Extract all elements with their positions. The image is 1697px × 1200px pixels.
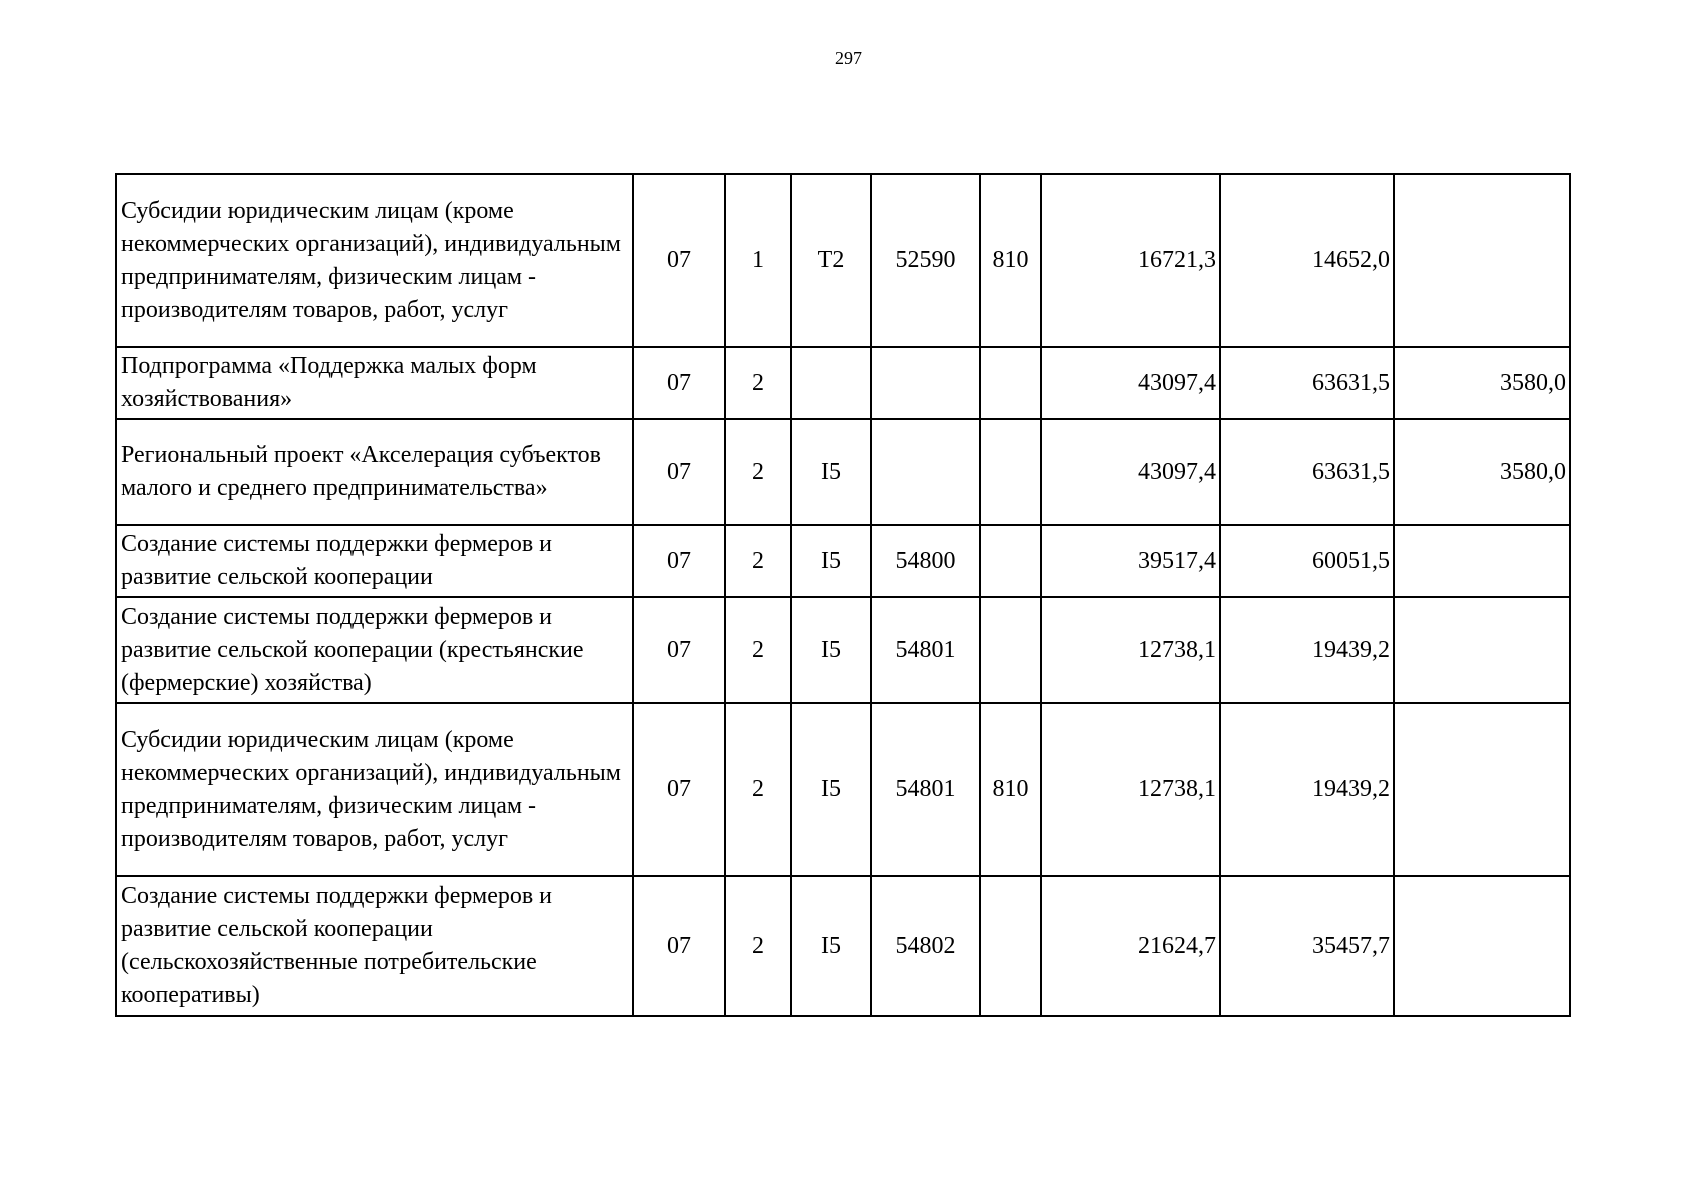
row-name: Создание системы поддержки фермеров и развитие сельской кооперации <box>116 525 633 597</box>
direction-code: 54802 <box>871 876 980 1016</box>
expense-type-code <box>980 419 1041 525</box>
direction-code: 54800 <box>871 525 980 597</box>
budget-table <box>115 173 1571 1017</box>
project-code: I5 <box>791 876 871 1016</box>
expense-type-code <box>980 347 1041 419</box>
amount-3 <box>1394 525 1570 597</box>
project-code: I5 <box>791 703 871 876</box>
amount-2: 60051,5 <box>1220 525 1394 597</box>
project-code: I5 <box>791 419 871 525</box>
project-code: I5 <box>791 525 871 597</box>
project-code <box>791 347 871 419</box>
section-code: 07 <box>633 703 725 876</box>
subprogram-code: 1 <box>725 174 791 347</box>
amount-3 <box>1394 597 1570 703</box>
table-row <box>116 525 1570 597</box>
table-row <box>116 597 1570 703</box>
amount-3: 3580,0 <box>1394 419 1570 525</box>
amount-1: 21624,7 <box>1041 876 1220 1016</box>
expense-type-code: 810 <box>980 703 1041 876</box>
page-number: 297 <box>835 48 862 68</box>
row-name: Региональный проект «Акселерация субъектов малого и среднего предпринимательства» <box>116 419 633 525</box>
expense-type-code <box>980 597 1041 703</box>
amount-2: 14652,0 <box>1220 174 1394 347</box>
project-code: I5 <box>791 597 871 703</box>
table-row <box>116 419 1570 525</box>
direction-code: 52590 <box>871 174 980 347</box>
table-row <box>116 703 1570 876</box>
table-row <box>116 347 1570 419</box>
subprogram-code: 2 <box>725 419 791 525</box>
amount-3 <box>1394 703 1570 876</box>
amount-1: 12738,1 <box>1041 597 1220 703</box>
amount-3 <box>1394 876 1570 1016</box>
direction-code <box>871 419 980 525</box>
direction-code: 54801 <box>871 597 980 703</box>
amount-2: 19439,2 <box>1220 597 1394 703</box>
subprogram-code: 2 <box>725 347 791 419</box>
amount-3 <box>1394 174 1570 347</box>
subprogram-code: 2 <box>725 525 791 597</box>
expense-type-code: 810 <box>980 174 1041 347</box>
amount-2: 63631,5 <box>1220 347 1394 419</box>
direction-code <box>871 347 980 419</box>
amount-2: 19439,2 <box>1220 703 1394 876</box>
amount-1: 12738,1 <box>1041 703 1220 876</box>
amount-2: 35457,7 <box>1220 876 1394 1016</box>
row-name: Подпрограмма «Поддержка малых форм хозяйствования» <box>116 347 633 419</box>
section-code: 07 <box>633 876 725 1016</box>
amount-3: 3580,0 <box>1394 347 1570 419</box>
table-row <box>116 174 1570 347</box>
subprogram-code: 2 <box>725 597 791 703</box>
expense-type-code <box>980 525 1041 597</box>
amount-1: 43097,4 <box>1041 419 1220 525</box>
expense-type-code <box>980 876 1041 1016</box>
row-name: Создание системы поддержки фермеров и развитие сельской кооперации (сельскохозяйственные потребительские кооперативы) <box>116 876 633 1016</box>
section-code: 07 <box>633 347 725 419</box>
row-name: Создание системы поддержки фермеров и развитие сельской кооперации (крестьянские (фермерские) хозяйства) <box>116 597 633 703</box>
amount-2: 63631,5 <box>1220 419 1394 525</box>
section-code: 07 <box>633 419 725 525</box>
row-name: Субсидии юридическим лицам (кроме некоммерческих организаций), индивидуальным предпринимателям, физическим лицам - производителям товаров, работ, услуг <box>116 174 633 347</box>
table-row <box>116 876 1570 1016</box>
section-code: 07 <box>633 525 725 597</box>
amount-1: 43097,4 <box>1041 347 1220 419</box>
project-code: Т2 <box>791 174 871 347</box>
amount-1: 16721,3 <box>1041 174 1220 347</box>
subprogram-code: 2 <box>725 703 791 876</box>
amount-1: 39517,4 <box>1041 525 1220 597</box>
direction-code: 54801 <box>871 703 980 876</box>
row-name: Субсидии юридическим лицам (кроме некоммерческих организаций), индивидуальным предпринимателям, физическим лицам - производителям товаров, работ, услуг <box>116 703 633 876</box>
subprogram-code: 2 <box>725 876 791 1016</box>
section-code: 07 <box>633 597 725 703</box>
section-code: 07 <box>633 174 725 347</box>
